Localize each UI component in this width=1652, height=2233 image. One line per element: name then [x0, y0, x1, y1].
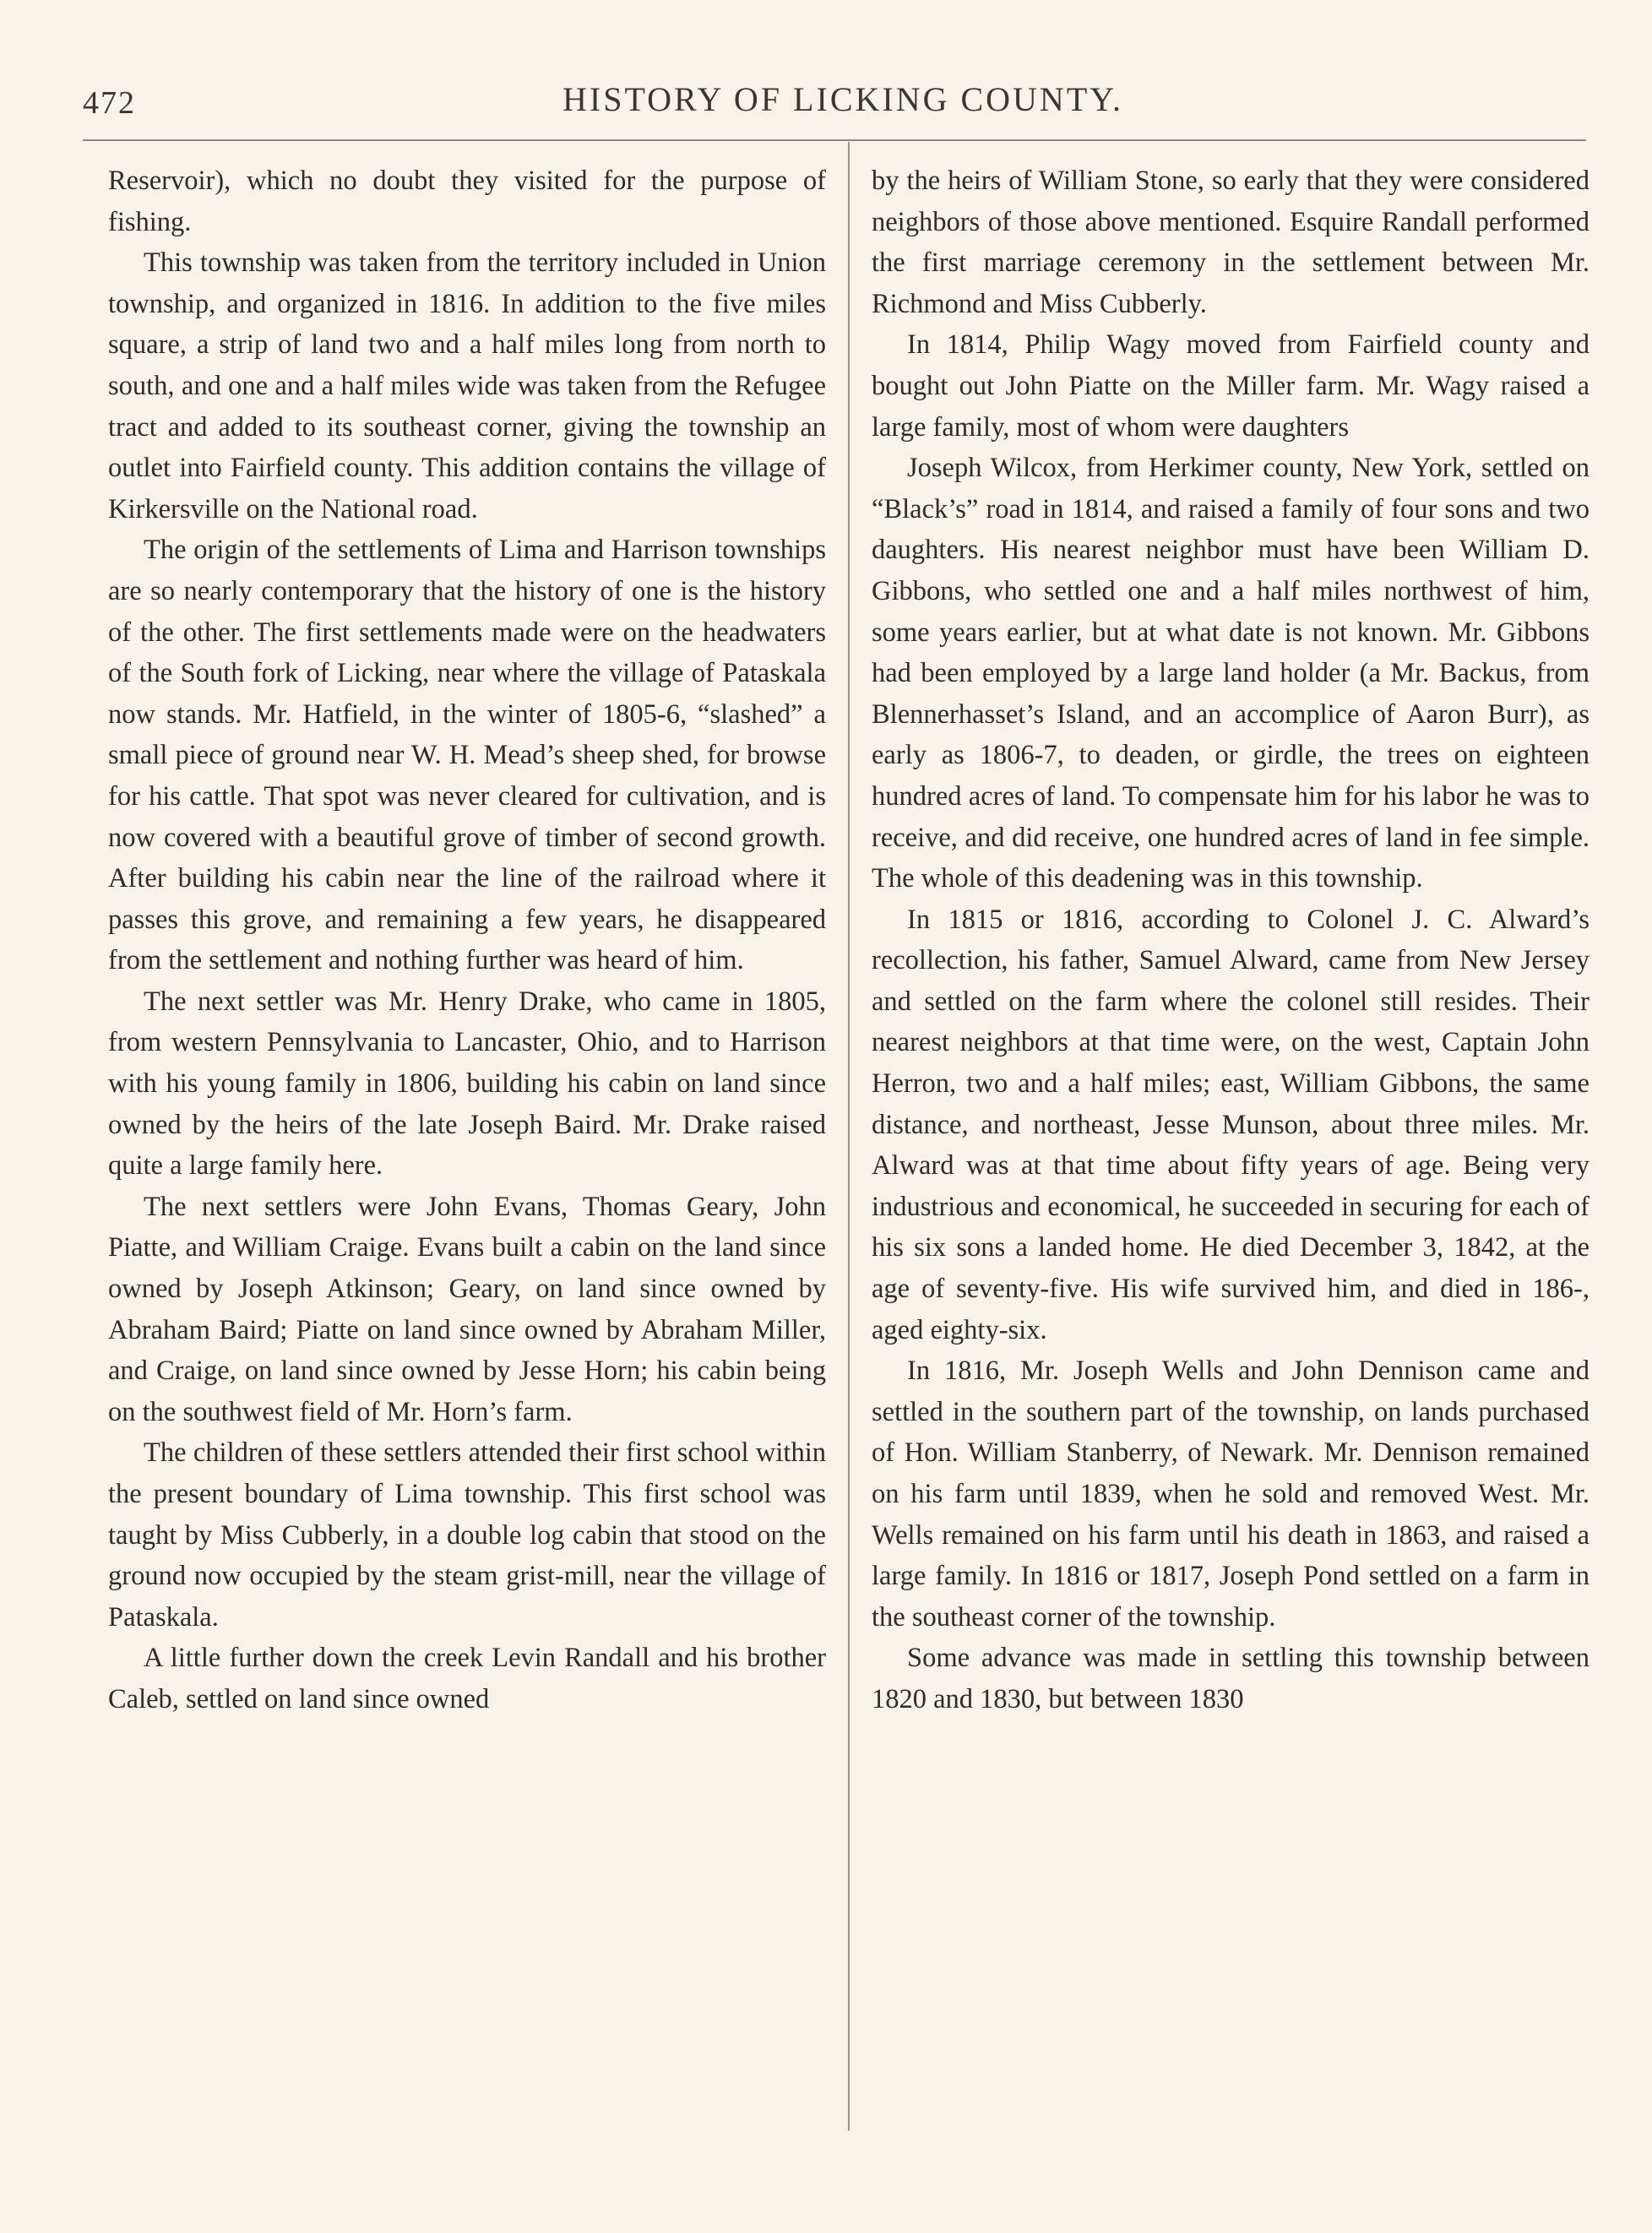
- paragraph: The children of these settlers attended their first school within the present boundary of Lima township. This first school was taught by Miss Cubberly, in a double log cabin that stood on the ground now occupied by the steam grist-mill, near the village of Pataskala.: [108, 1437, 826, 1633]
- paragraph: In 1814, Philip Wagy moved from Fairfield county and bought out John Piatte on the Miller farm. Mr. Wagy raised a large family, most of whom were daughters: [872, 329, 1590, 443]
- paragraph: In 1815 or 1816, according to Colonel J. C. Alward’s recollection, his father, Samuel Alward, came from New Jersey and settled on the farm where the colonel still resides. Their nearest neighbors at that time were, on the west, Captain John Herron, two and a half miles; east, William Gibbons, the same distance, and northeast, Jesse Munson, about three miles. Mr. Alward was at that time about fifty years of age. Being very industrious and economical, he succeeded in securing for each of his six sons a landed home. He died December 3, 1842, at the age of seventy-five. His wife survived him, and died in 186-, aged eighty-six.: [872, 904, 1590, 1345]
- paragraph: The origin of the settlements of Lima and Harrison townships are so nearly contemporary that the history of one is the history of the other. The first settlements made were on the headwaters of the South fork of Licking, near where the village of Pataskala now stands. Mr. Hatfield, in the winter of 1805-6, “slashed” a small piece of ground near W. H. Mead’s sheep shed, for browse for his cattle. That spot was never cleared for cultivation, and is now covered with a beautiful grove of timber of second growth. After building his cabin near the line of the railroad where it passes this grove, and remaining a few years, he disappeared from the settlement and nothing further was heard of him.: [108, 535, 826, 976]
- page-number: 472: [83, 85, 136, 121]
- paragraph: In 1816, Mr. Joseph Wells and John Dennison came and settled in the southern part of the township, on lands purchased of Hon. William Stanberry, of Newark. Mr. Dennison remained on his farm until 1839, when he sold and removed West. Mr. Wells remained on his farm until his death in 1863, and raised a large family. In 1816 or 1817, Joseph Pond settled on a farm in the southeast corner of the township.: [872, 1356, 1590, 1633]
- paragraph: The next settlers were John Evans, Thomas Geary, John Piatte, and William Craige. Evans built a cabin on the land since owned by Joseph Atkinson; Geary, on land since owned by Abraham Baird; Piatte on land since owned by Abraham Miller, and Craige, on land since owned by Jesse Horn; his cabin being on the southwest field of Mr. Horn’s farm.: [108, 1191, 826, 1427]
- paragraph: by the heirs of William Stone, so early that they were considered neighbors of those above mentioned. Esquire Randall performed the first marriage ceremony in the settlement between Mr. Richmond and Miss Cubberly.: [872, 166, 1590, 319]
- paragraph: The next settler was Mr. Henry Drake, who came in 1805, from western Pennsylvania to Lancaster, Ohio, and to Harrison with his young family in 1806, building his cabin on land since owned by the heirs of the late Joseph Baird. Mr. Drake raised quite a large family here.: [108, 986, 826, 1182]
- paragraph: This township was taken from the territory included in Union township, and organized in 1816. In addition to the five miles square, a strip of land two and a half miles long from north to south, and one and a half miles wide was taken from the Refugee tract and added to its southeast corner, giving the township an outlet into Fairfield county. This addition contains the village of Kirkersville on the National road.: [108, 247, 826, 524]
- paragraph: A little further down the creek Levin Randall and his brother Caleb, settled on land since owned: [108, 1643, 826, 1714]
- column-divider: [848, 142, 850, 2131]
- page-header: [83, 78, 1595, 128]
- right-column: [872, 160, 1590, 1720]
- left-column: [108, 160, 826, 1720]
- header-rule: [83, 139, 1586, 141]
- paragraph: Reservoir), which no doubt they visited for the purpose of fishing.: [108, 166, 826, 237]
- paragraph: Joseph Wilcox, from Herkimer county, New York, settled on “Black’s” road in 1814, and raised a family of four sons and two daughters. His nearest neighbor must have been William D. Gibbons, who settled one and a half miles northwest of him, some years earlier, but at what date is not known. Mr. Gibbons had been employed by a large land holder (a Mr. Backus, from Blennerhasset’s Island, and an accomplice of Aaron Burr), as early as 1806-7, to deaden, or girdle, the trees on eighteen hundred acres of land. To compensate him for his labor he was to receive, and did receive, one hundred acres of land in fee simple. The whole of this deadening was in this township.: [872, 453, 1590, 894]
- running-title: HISTORY OF LICKING COUNTY.: [562, 80, 1123, 118]
- paragraph: Some advance was made in settling this township between 1820 and 1830, but between 1830: [872, 1643, 1590, 1714]
